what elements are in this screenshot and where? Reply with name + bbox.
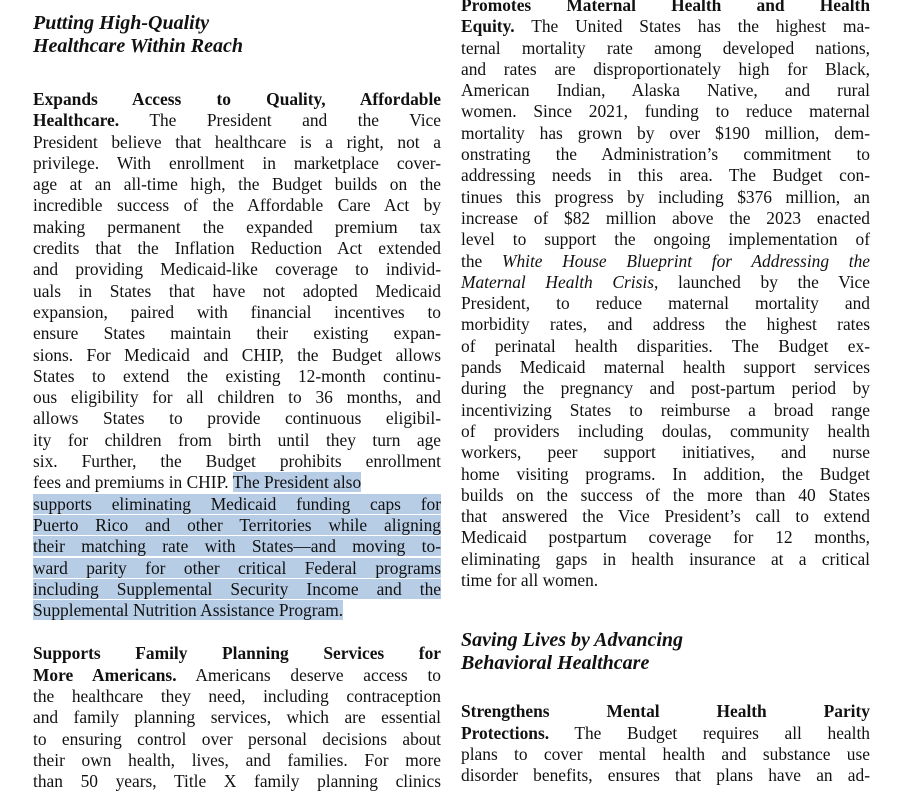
highlighted-text[interactable]: supports eliminating Medicaid funding caps for [33,493,441,514]
paragraph-text: onstrating the Administration’s commitment to [461,144,870,165]
paragraph-text: uals in States that have not adopted Medicaid [33,280,441,301]
section-heading-healthcare [33,12,441,58]
paragraph-mental-health-parity [461,701,870,786]
paragraph-text: ternal mortality rate among developed nations, [461,37,870,58]
paragraph-text: during the pregnancy and post-partum period by [461,378,870,399]
highlighted-text[interactable]: including Supplemental Security Income and the [33,578,441,599]
heading-line: Saving Lives by Advancing [461,629,684,652]
paragraph-text: and rates are disproportionately high for Black, [461,58,870,79]
paragraph-text: States to extend the existing 12-month continu- [33,365,441,386]
heading-line: Putting High-Quality [33,12,210,34]
blueprint-title: Maternal Health Crisis [461,271,654,292]
paragraph-maternal-health [461,0,870,591]
paragraph-text: expansion, paired with financial incentives to [33,301,441,322]
paragraph-text: President believe that healthcare is a right, not a [33,131,441,152]
paragraph-lead: Healthcare. [33,110,120,131]
paragraph-text: workers, peer support initiatives, and nurse [461,442,870,463]
paragraph-text: than 50 years, Title X family planning clinics [33,771,441,792]
paragraph-text: tinues this progress by including $376 million, an [461,186,870,207]
paragraph-lead: Strengthens Mental Health Parity [461,701,870,722]
left-column [33,12,441,793]
paragraph-text: of providers including doulas, community health [461,420,870,441]
paragraph-lead: Protections. [461,722,550,743]
paragraph-text: sions. For Medicaid and CHIP, the Budget allows [33,344,441,365]
paragraph-text: The Budget requires all health [549,722,870,743]
paragraph-lead: Equity. [461,16,515,37]
paragraph-text: eliminating gaps in health insurance at a critical [461,548,870,569]
paragraph-text: ensure States maintain their existing expan- [33,323,441,344]
highlighted-text[interactable]: Puerto Rico and other Territories while aligning [33,514,441,535]
paragraph-text: addressing needs in this area. The Budget con- [461,165,870,186]
heading-line: Behavioral Healthcare [461,652,650,675]
paragraph-text: , launched by the Vice [654,271,870,292]
highlighted-text[interactable]: their matching rate with States—and moving to- [33,536,441,557]
paragraph-text: pands Medicaid maternal health support services [461,357,870,378]
paragraph-text: their own health, lives, and families. For more [33,749,441,770]
paragraph-text: The President and the Vice [119,110,441,131]
paragraph-text: Americans deserve access to [176,664,441,685]
paragraph-text: time for all women. [461,570,599,591]
paragraph-text: women. Since 2021, funding to reduce maternal [461,101,870,122]
paragraph-lead: More Americans. [33,664,177,685]
paragraph-text: Medicaid postpartum coverage for 12 months, [461,527,870,548]
paragraph-lead: Supports Family Planning Services for [33,643,441,664]
highlighted-text[interactable]: ward parity for other critical Federal programs [33,557,441,578]
paragraph-text: disorder benefits, ensures that plans have an ad- [461,765,870,786]
paragraph-text: level to support the ongoing implementation of [461,229,870,250]
highlighted-text[interactable]: Supplemental Nutrition Assistance Program. [33,600,344,621]
paragraph-text: credits that the Inflation Reduction Act extended [33,238,441,259]
paragraph-text: that answered the Vice President’s call to extend [461,506,870,527]
paragraph-text: allows States to provide continuous eligibil- [33,408,441,429]
paragraph-text: the healthcare they need, including contraception [33,686,441,707]
paragraph-text: and family planning services, which are essential [33,707,441,728]
paragraph-text: home visiting programs. In addition, the Budget [461,463,870,484]
paragraph-text: morbidity rates, and address the highest rates [461,314,870,335]
paragraph-text: fees and premiums in CHIP. [33,472,229,493]
paragraph-text: President, to reduce maternal mortality and [461,293,870,314]
paragraph-text: incentivizing States to reimburse a broad range [461,399,870,420]
paragraph-family-planning [33,643,441,792]
paragraph-text: The United States has the highest ma- [514,16,870,37]
heading-line: Healthcare Within Reach [33,35,244,57]
paragraph-text: American Indian, Alaska Native, and rural [461,80,870,101]
paragraph-text: builds on the success of the more than 40 States [461,484,870,505]
paragraph-text: to ensuring control over personal decisions about [33,728,441,749]
paragraph-text: ous eligibility for all children to 36 months, and [33,387,441,408]
paragraph-text: the [461,250,502,271]
paragraph-text: making permanent the expanded premium tax [33,216,441,237]
highlighted-text[interactable]: The President also [232,472,362,493]
paragraph-lead: Expands Access to Quality, Affordable [33,89,441,109]
paragraph-text: ity for children from birth until they turn age [33,429,441,450]
section-heading-behavioral [461,629,870,675]
paragraph-text: increase of $82 million above the 2023 enacted [461,207,870,228]
paragraph-text: mortality has grown by over $190 million, dem- [461,122,870,143]
paragraph-text: of perinatal health disparities. The Budget ex- [461,335,870,356]
paragraph-lead: Promotes Maternal Health and Health [461,0,870,15]
paragraph-expands-access [33,89,441,621]
paragraph-text: plans to cover mental health and substance use [461,743,870,764]
blueprint-title: White House Blueprint for Addressing the [501,250,870,271]
paragraph-text: privilege. With enrollment in marketplace cover- [33,152,441,173]
paragraph-text: and providing Medicaid-like coverage to individ- [33,259,441,280]
paragraph-text: six. Further, the Budget prohibits enrollment [33,451,441,472]
right-column [461,0,870,787]
paragraph-text: incredible success of the Affordable Care Act by [33,195,441,216]
paragraph-text: age at an all-time high, the Budget builds on the [33,174,441,195]
